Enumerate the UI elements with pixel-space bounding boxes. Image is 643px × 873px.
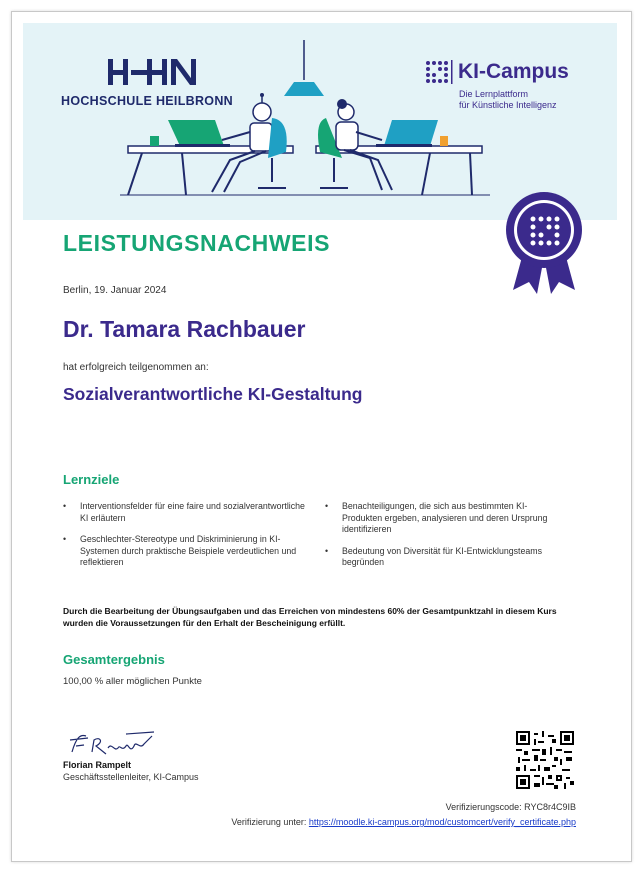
recipient-name: Dr. Tamara Rachbauer bbox=[63, 316, 306, 342]
verification-url-line bbox=[231, 817, 576, 827]
list-item: • Bedeutung von Diversität für KI-Entwicklungsteams begründen bbox=[325, 546, 565, 569]
certificate-date: Berlin, 19. Januar 2024 bbox=[63, 285, 167, 296]
participation-intro: hat erfolgreich teilgenommen an: bbox=[63, 362, 209, 373]
learning-goals-right bbox=[325, 501, 565, 579]
completion-statement: Durch die Bearbeitung der Übungsaufgaben und das Erreichen von mindestens 60% der Gesamtpunktzahl in diesem Kurs wurden die Voraussetzungen für den Erhalt der Bescheinigung erfüllt. bbox=[63, 606, 557, 628]
handwritten-signature bbox=[66, 728, 156, 758]
hhn-subtitle: HOCHSCHULE HEILBRONN bbox=[61, 94, 233, 108]
result-heading: Gesamtergebnis bbox=[63, 652, 165, 667]
verification-link[interactable]: https://moodle.ki-campus.org/mod/customcert/verify_certificate.php bbox=[308, 817, 576, 827]
learning-goals-left bbox=[63, 501, 313, 579]
learning-goals-heading: Lernziele bbox=[63, 472, 120, 487]
office-scene-illustration bbox=[120, 40, 490, 205]
qr-code-icon[interactable] bbox=[516, 731, 574, 789]
ki-campus-subtitle-2: für Künstliche Intelligenz bbox=[459, 100, 557, 110]
course-title: Sozialverantwortliche KI-Gestaltung bbox=[63, 384, 363, 404]
verification-code: Verifizierungscode: RYC8r4C9IB bbox=[445, 802, 576, 812]
ki-campus-subtitle-1: Die Lernplattform bbox=[459, 89, 529, 99]
verification-url-label: Verifizierung unter: bbox=[231, 817, 307, 827]
list-item: • Benachteiligungen, die sich aus bestimmten KI-Produkten ergeben, analysieren und deren Ursprung identifizieren bbox=[325, 501, 565, 536]
signer-name: Florian Rampelt bbox=[63, 760, 132, 770]
ki-campus-title: KI-Campus bbox=[458, 60, 569, 83]
certificate-title: LEISTUNGSNACHWEIS bbox=[63, 230, 331, 256]
list-item: • Geschlechter-Stereotype und Diskriminierung in KI-Systemen durch praktische Beispiele verdeutlichen und reflektieren bbox=[63, 534, 313, 569]
result-value: 100,00 % aller möglichen Punkte bbox=[63, 676, 202, 687]
ki-campus-seal-icon bbox=[495, 186, 593, 294]
list-item: • Interventionsfelder für eine faire und sozialverantwortliche KI erläutern bbox=[63, 501, 313, 524]
signer-role: Geschäftsstellenleiter, KI-Campus bbox=[63, 772, 199, 782]
